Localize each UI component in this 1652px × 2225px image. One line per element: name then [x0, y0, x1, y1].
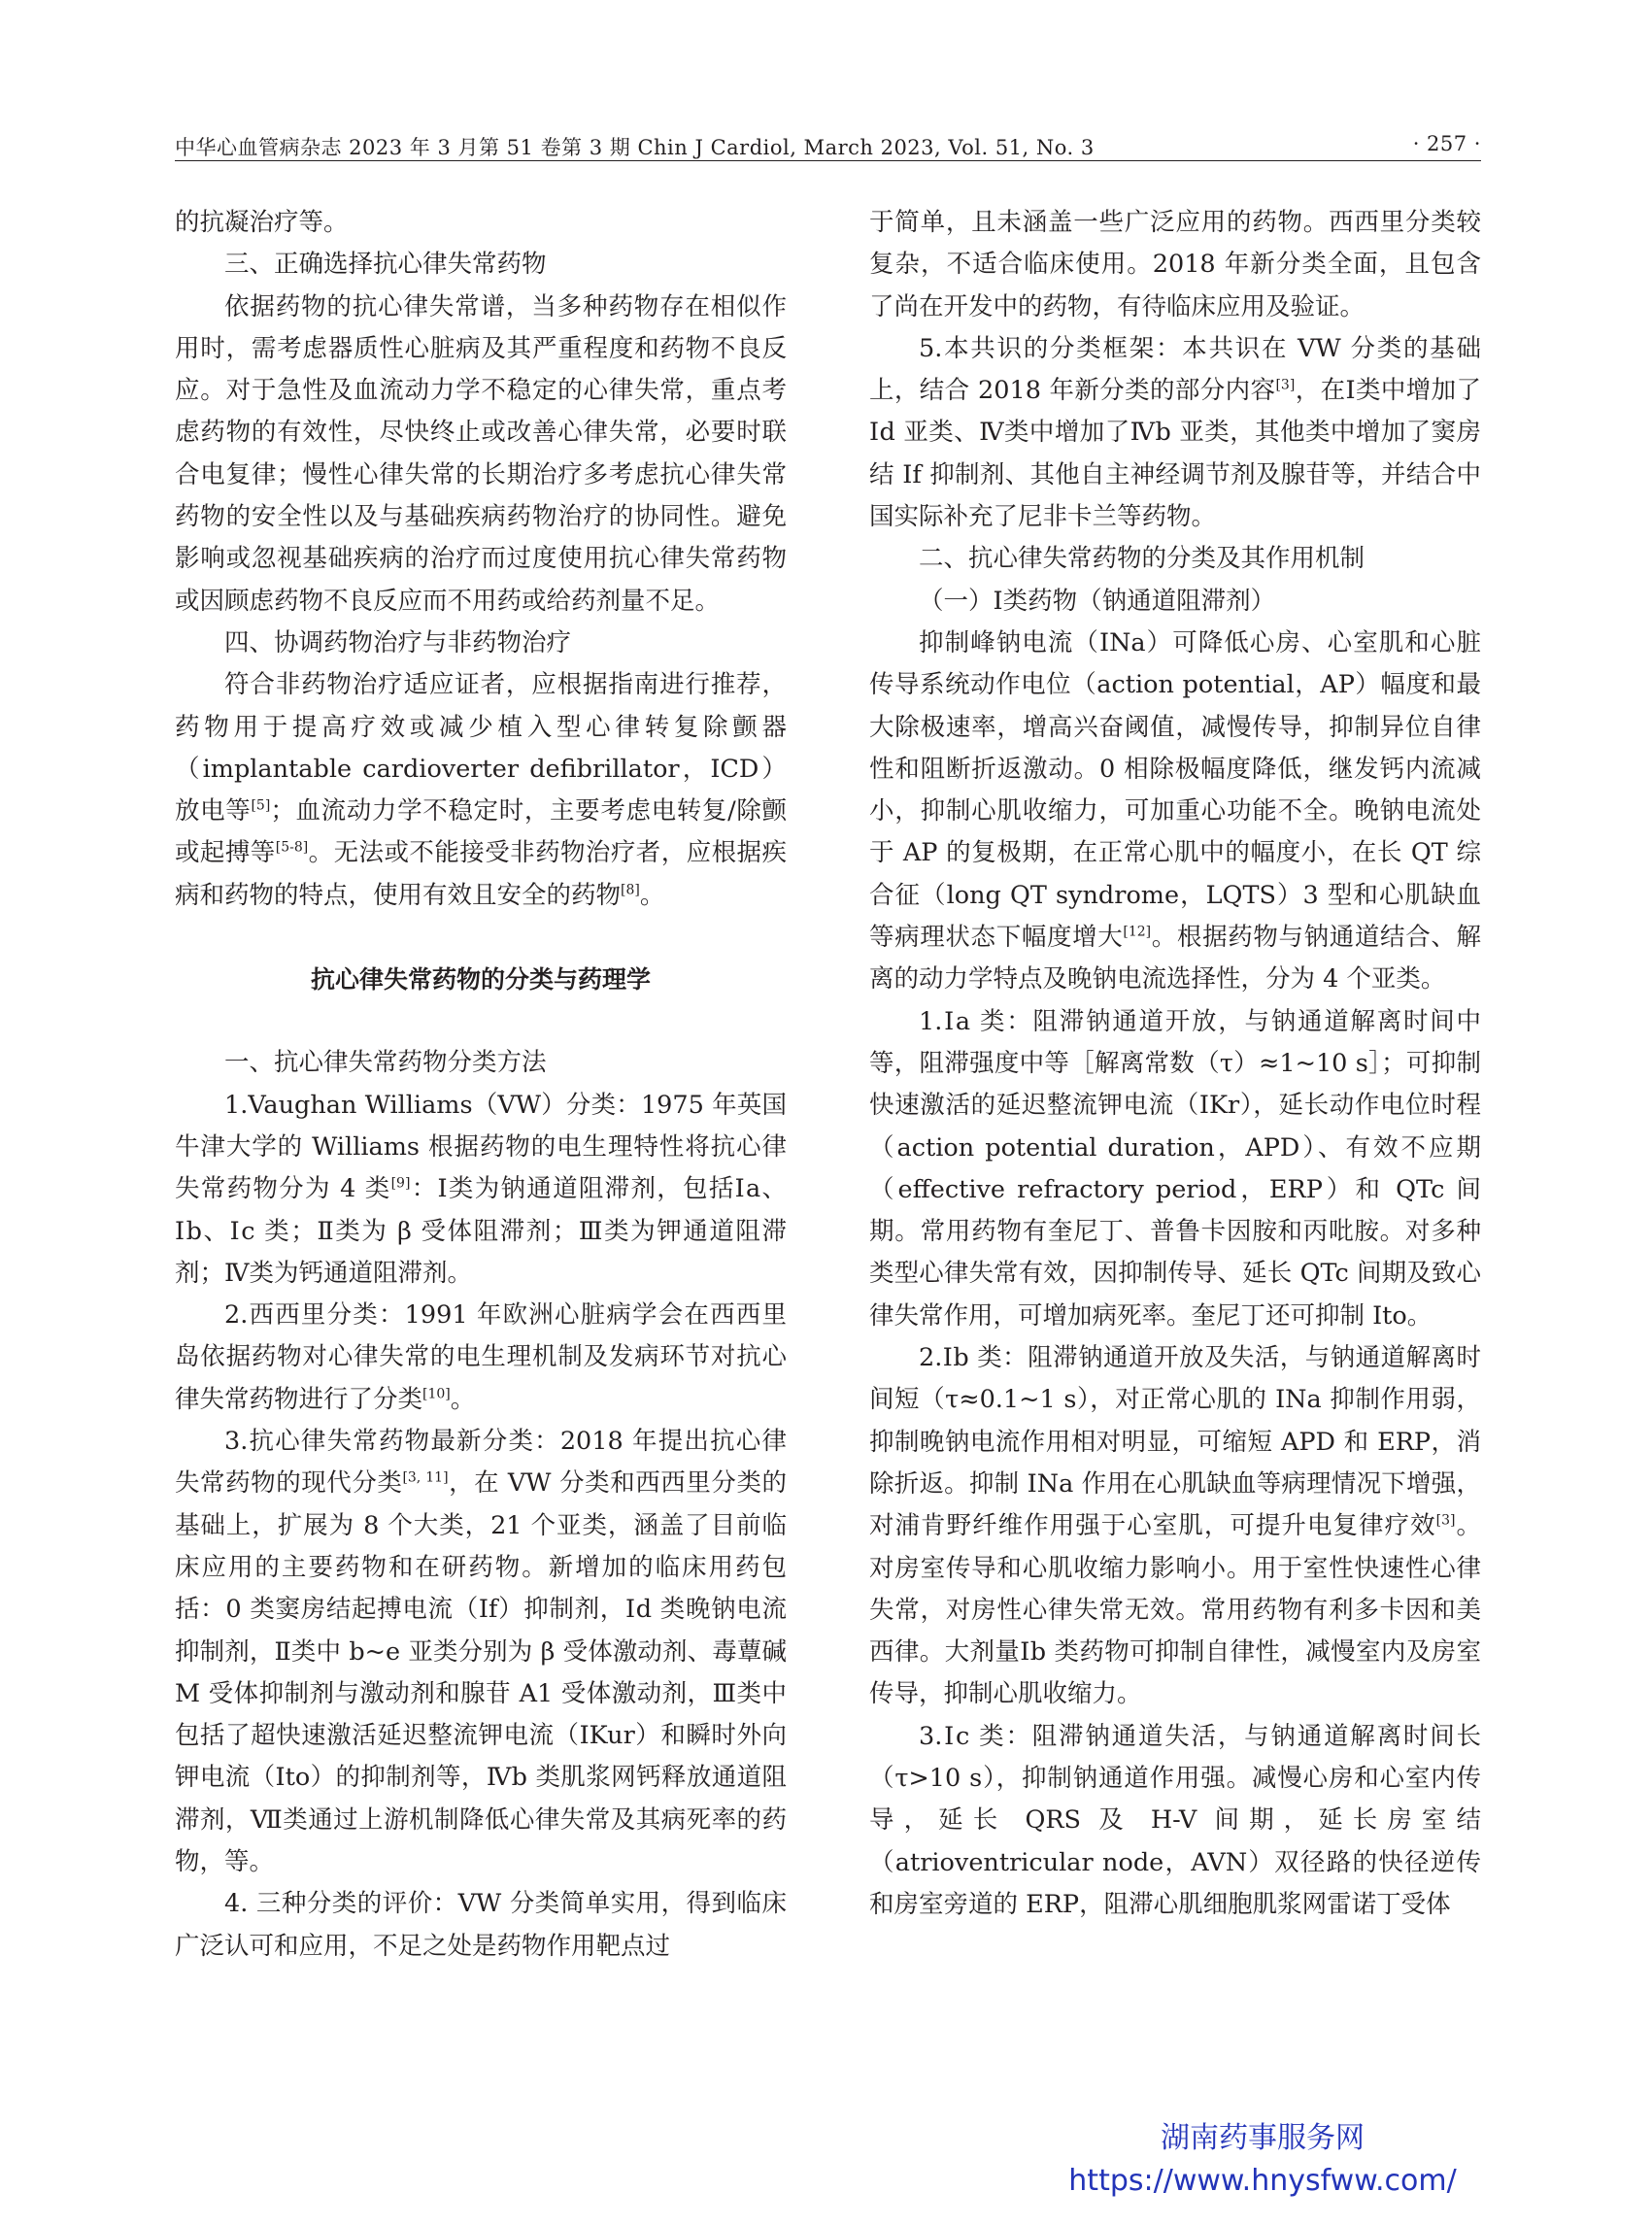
- paragraph-text: 2.Ⅰb 类：阻滞钠通道开放及失活，与钠通道解离时间短（τ≈0.1~1 s），对正常心肌的 INa 抑制作用弱，抑制晚钠电流作用相对明显，可缩短 APD 和 ERP，消除折返。抑制 INa 作用在心肌缺血等病理情况下增强，对浦肯野纤维作用强于心室肌，可提升电复律疗效: [869, 1343, 1481, 1541]
- left-column: [175, 202, 787, 1968]
- paragraph-text: 抗心律失常药物的分类与药理学: [310, 965, 651, 995]
- paragraph-text: 抑制峰钠电流（INa）可降低心房、心室肌和心脏传导系统动作电位（action potential，AP）幅度和最大除极速率，增高兴奋阈值，减慢传导，抑制异位自律性和阻断折返激动。0 相除极幅度降低，继发钙内流减小，抑制心肌收缩力，可加重心功能不全。晚钠电流处于 AP 的复极期，在正常心肌中的幅度小，在长 QT 综合征（long QT syndrome，LQTS）3 型和心肌缺血等病理状态下幅度增大: [869, 627, 1481, 953]
- paragraph: [175, 1421, 787, 1883]
- citation-ref: [9]: [390, 1175, 411, 1192]
- citation-ref: [8]: [621, 882, 640, 898]
- paragraph: [869, 328, 1481, 538]
- citation-ref: [5]: [251, 797, 271, 814]
- paragraph: [869, 1001, 1481, 1337]
- paragraph-text: （一）Ⅰ类药物（钠通道阻滞剂）: [919, 586, 1276, 616]
- paragraph-text: 符合非药物治疗适应证者，应根据指南进行推荐，药物用于提高疗效或减少植入型心律转复除颤器（implantable cardioverter defibrillator，ICD）放电等: [175, 670, 787, 826]
- paragraph: [869, 623, 1481, 1001]
- paragraph-text: 3.抗心律失常药物最新分类：2018 年提出抗心律失常药物的现代分类: [175, 1427, 787, 1499]
- paragraph-text: 四、协调药物治疗与非药物治疗: [224, 627, 572, 657]
- paragraph: [869, 1716, 1481, 1926]
- paragraph: [175, 664, 787, 917]
- journal-citation: 中华心血管病杂志 2023 年 3 月第 51 卷第 3 期 Chin J Cardiol, March 2023, Vol. 51, No. 3: [175, 136, 1095, 159]
- paragraph-text: 。: [450, 1384, 476, 1414]
- citation-ref: [3]: [1435, 1512, 1456, 1529]
- paragraph-text: 1.Vaughan Williams（VW）分类：1975 年英国牛津大学的 Williams 根据药物的电生理特性将抗心律失常药物分为 4 类: [175, 1090, 787, 1204]
- paragraph-text: 于简单，且未涵盖一些广泛应用的药物。西西里分类较复杂，不适合临床使用。2018 年新分类全面，且包含了尚在开发中的药物，有待临床应用及验证。: [869, 208, 1481, 321]
- paragraph-text: 1.Ⅰa 类：阻滞钠通道开放，与钠通道解离时间中等，阻滞强度中等［解离常数（τ）≈1~10 s］；可抑制快速激活的延迟整流钾电流（IKr），延长动作电位时程（action potential duration，APD）、有效不应期（effective refractory period，ERP）和 QTc 间期。常用药物有奎尼丁、普鲁卡因胺和丙吡胺。对多种类型心律失常有效，因抑制传导、延长 QTc 间期及致心律失常作用，可增加病死率。奎尼丁还可抑制 Ito。: [869, 1006, 1481, 1331]
- paragraph-text: 三、正确选择抗心律失常药物: [224, 250, 547, 280]
- watermark[interactable]: [1049, 2117, 1476, 2203]
- citation-ref: [3, 11]: [402, 1469, 449, 1486]
- header-rule: [175, 160, 1481, 161]
- paragraph-text: ，在 VW 分类和西西里分类的基础上，扩展为 8 个大类，21 个亚类，涵盖了目前临床应用的主要药物和在研药物。新增加的临床用药包括：0 类窦房结起搏电流（If）抑制剂，Ⅰd 类晚钠电流抑制剂，Ⅱ类中 b~e 亚类分别为 β 受体激动剂、毒蕈碱 M 受体抑制剂与激动剂和腺苷 A1 受体激动剂，Ⅲ类中包括了超快速激活延迟整流钾电流（IKur）和瞬时外向钾电流（Ito）的抑制剂等，Ⅳb 类肌浆网钙释放通道阻滞剂，Ⅶ类通过上游机制降低心律失常及其病死率的药物，等。: [175, 1468, 787, 1876]
- citation-ref: [10]: [422, 1386, 451, 1402]
- page-number: · 257 ·: [1412, 132, 1481, 155]
- citation-ref: [12]: [1123, 924, 1152, 940]
- citation-ref: [5-8]: [275, 839, 309, 856]
- right-column: [869, 202, 1481, 1926]
- running-header: [175, 128, 1481, 161]
- paragraph-text: 。对房室传导和心肌收缩力影响小。用于室性快速性心律失常，对房性心律失常无效。常用药物有利多卡因和美西律。大剂量Ⅰb 类药物可抑制自律性，减慢室内及房室传导，抑制心肌收缩力。: [869, 1511, 1481, 1709]
- paragraph: [175, 1085, 787, 1295]
- subheading: [869, 538, 1481, 580]
- subheading: [869, 581, 1481, 623]
- paragraph-text: 。根据药物与钠通道结合、解离的动力学特点及晚钠电流选择性，分为 4 个亚类。: [869, 923, 1481, 995]
- section-heading: [175, 959, 787, 1000]
- paragraph-text: ：Ⅰ类为钠通道阻滞剂，包括Ⅰa、Ⅰb、Ⅰc 类；Ⅱ类为 β 受体阻滞剂；Ⅲ类为钾通道阻滞剂；Ⅳ类为钙通道阻滞剂。: [175, 1174, 787, 1288]
- paragraph-text: 的抗凝治疗等。: [175, 208, 349, 237]
- paragraph-text: 一、抗心律失常药物分类方法: [224, 1048, 547, 1078]
- paragraph-text: 。无法或不能接受非药物治疗者，应根据疾病和药物的特点，使用有效且安全的药物: [175, 838, 787, 910]
- paragraph: [175, 287, 787, 623]
- paragraph-text: ；血流动力学不稳定时，主要考虑电转复/除颤或起搏等: [175, 796, 787, 868]
- subheading: [175, 1042, 787, 1084]
- paragraph-text: 。: [639, 880, 665, 910]
- subheading: [175, 623, 787, 664]
- paragraph: [175, 1883, 787, 1968]
- paragraph-text: 2.西西里分类：1991 年欧洲心脏病学会在西西里岛依据药物对心律失常的电生理机制及发病环节对抗心律失常药物进行了分类: [175, 1300, 787, 1414]
- citation-ref: [3]: [1275, 377, 1296, 393]
- paragraph-text: 依据药物的抗心律失常谱，当多种药物存在相似作用时，需考虑器质性心脏病及其严重程度和药物不良反应。对于急性及血流动力学不稳定的心律失常，重点考虑药物的有效性，尽快终止或改善心律失常，必要时联合电复律；慢性心律失常的长期治疗多考虑抗心律失常药物的安全性以及与基础疾病药物治疗的协同性。避免影响或忽视基础疾病的治疗而过度使用抗心律失常药物或因顾虑药物不良反应而不用药或给药剂量不足。: [175, 291, 787, 616]
- paragraph-text: ，在Ⅰ类中增加了Ⅰd 亚类、Ⅳ类中增加了Ⅳb 亚类，其他类中增加了窦房结 If 抑制剂、其他自主神经调节剂及腺苷等，并结合中国实际补充了尼非卡兰等药物。: [869, 376, 1482, 532]
- paragraph: [869, 1337, 1481, 1716]
- paragraph: [869, 202, 1481, 328]
- paragraph: [175, 202, 787, 244]
- watermark-url[interactable]: https://www.hnysfww.com/: [1068, 2164, 1457, 2198]
- paragraph: [175, 1295, 787, 1421]
- paragraph-text: 5.本共识的分类框架：本共识在 VW 分类的基础上，结合 2018 年新分类的部分内容: [869, 333, 1481, 406]
- watermark-site-name: 湖南药事服务网: [1161, 2121, 1365, 2155]
- paragraph-text: 4. 三种分类的评价：VW 分类简单实用，得到临床广泛认可和应用，不足之处是药物作用靶点过: [175, 1889, 787, 1961]
- paragraph-text: 3.Ⅰc 类：阻滞钠通道失活，与钠通道解离时间长（τ>10 s），抑制钠通道作用强。减慢心房和心室内传导，延长 QRS 及 H-V 间期，延长房室结（atrioventricular node，AVN）双径路的快径逆传和房室旁道的 ERP，阻滞心肌细胞肌浆网雷诺丁受体: [869, 1721, 1481, 1919]
- subheading: [175, 244, 787, 286]
- paragraph-text: 二、抗心律失常药物的分类及其作用机制: [919, 544, 1365, 574]
